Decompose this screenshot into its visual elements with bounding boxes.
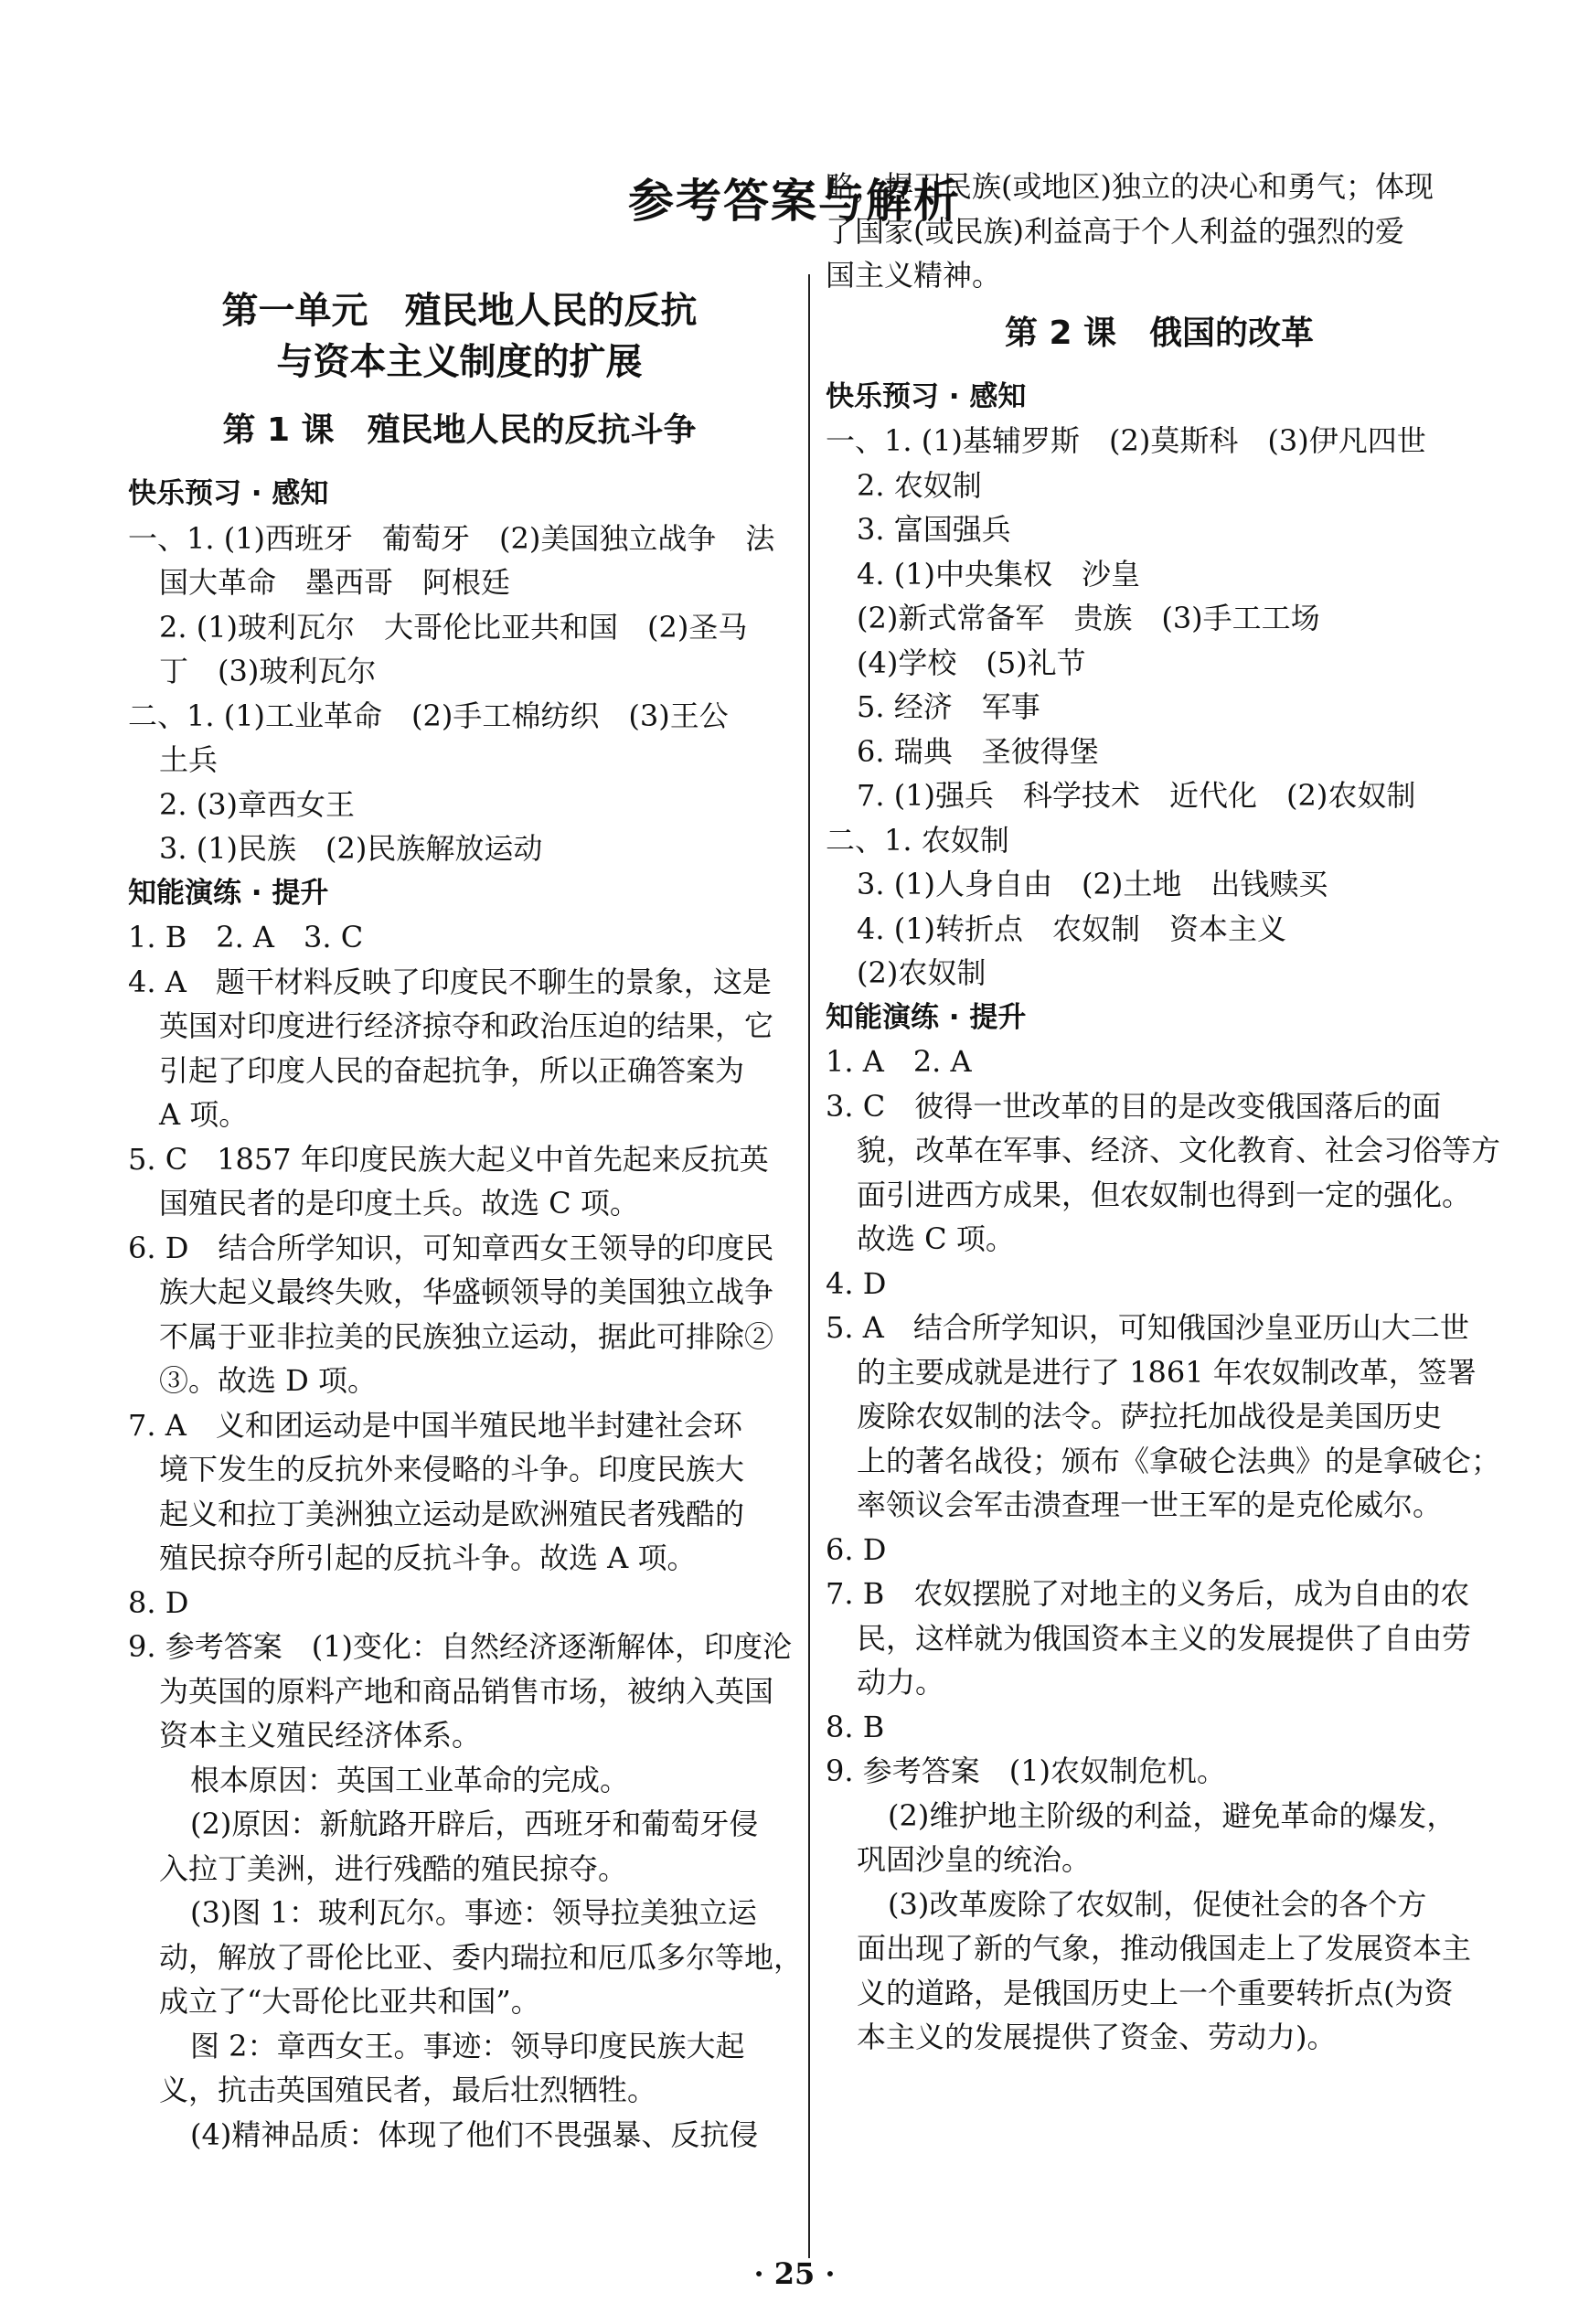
answer-line: (4)学校 (5)礼节 bbox=[857, 645, 1086, 680]
answer-line: 的主要成就是进行了 1861 年农奴制改革，签署 bbox=[857, 1354, 1477, 1390]
answer-line: 二、1. 农奴制 bbox=[826, 822, 1009, 858]
answer-line: 3. C 彼得一世改革的目的是改变俄国落后的面 bbox=[826, 1088, 1442, 1124]
answer-line: 根本原因：英国工业革命的完成。 bbox=[190, 1762, 630, 1797]
answer-line: 4. (1)中央集权 沙皇 bbox=[857, 556, 1141, 592]
answer-line: 入拉丁美洲，进行残酷的殖民掠夺。 bbox=[159, 1850, 628, 1886]
answer-line: 为英国的原料产地和商品销售市场，被纳入英国 bbox=[159, 1673, 774, 1709]
answer-line: 不属于亚非拉美的民族独立运动，据此可排除② bbox=[159, 1318, 774, 1354]
left-column bbox=[128, 285, 804, 2157]
answer-line: 2. 农奴制 bbox=[857, 467, 982, 503]
answer-line: 巩固沙皇的统治。 bbox=[857, 1842, 1092, 1877]
answer-line: 2. (3)章西女王 bbox=[159, 786, 356, 822]
answer-line: 动力。 bbox=[857, 1665, 945, 1700]
answer-line: 国主义精神。 bbox=[826, 258, 1002, 293]
answer-line: 略，捍卫民族(或地区)独立的决心和勇气；体现 bbox=[826, 169, 1434, 204]
answer-line: (2)农奴制 bbox=[857, 955, 986, 990]
answer-line: 图 2：章西女王。事迹：领导印度民族大起 bbox=[190, 2028, 745, 2063]
unit-title-line: 第一单元 殖民地人民的反抗 bbox=[221, 290, 698, 332]
answer-line: 土兵 bbox=[159, 742, 219, 777]
answer-line: (2)维护地主阶级的利益，避免革命的爆发， bbox=[888, 1797, 1456, 1833]
answer-line: 民，这样就为俄国资本主义的发展提供了自由劳 bbox=[857, 1620, 1472, 1656]
answer-line: (2)原因：新航路开辟后，西班牙和葡萄牙侵 bbox=[190, 1807, 759, 1841]
answer-line: 9. 参考答案 (1)变化：自然经济逐渐解体，印度沦 bbox=[128, 1629, 793, 1664]
answer-line: 5. A 结合所学知识，可知俄国沙皇亚历山大二世 bbox=[826, 1310, 1469, 1345]
answer-line: 7. A 义和团运动是中国半殖民地半封建社会环 bbox=[128, 1407, 742, 1443]
answer-line: 6. 瑞典 圣彼得堡 bbox=[857, 733, 1099, 769]
answer-line: ③。故选 D 项。 bbox=[159, 1363, 378, 1398]
unit-title bbox=[128, 285, 791, 388]
right-column bbox=[826, 165, 1501, 2060]
answer-line: 8. B bbox=[826, 1709, 885, 1744]
answer-line: 4. D bbox=[826, 1265, 887, 1301]
answer-line: 国大革命 墨西哥 阿根廷 bbox=[159, 565, 511, 600]
answer-line: 3. (1)人身自由 (2)土地 出钱赎买 bbox=[857, 867, 1328, 901]
answer-line: (4)精神品质：体现了他们不畏强暴、反抗侵 bbox=[190, 2116, 759, 2152]
answer-line: 成立了“大哥伦比亚共和国”。 bbox=[159, 1984, 540, 2019]
answer-line: 了国家(或民族)利益高于个人利益的强烈的爱 bbox=[826, 213, 1404, 249]
practice-heading: 知能演练 · 提升 bbox=[826, 1000, 1027, 1034]
column-divider bbox=[808, 274, 810, 2258]
answer-line: 动，解放了哥伦比亚、委内瑞拉和厄瓜多尔等地， bbox=[159, 1939, 804, 1975]
answer-line: 国殖民者的是印度土兵。故选 C 项。 bbox=[159, 1186, 639, 1221]
answer-line: 一、1. (1)基辅罗斯 (2)莫斯科 (3)伊凡四世 bbox=[826, 423, 1426, 458]
answer-line: 率领议会军击溃查理一世王军的是克伦威尔。 bbox=[857, 1487, 1443, 1522]
answer-line: 3. 富国强兵 bbox=[857, 512, 1011, 547]
answer-line: 资本主义殖民经济体系。 bbox=[159, 1718, 482, 1753]
answer-line: (3)改革废除了农奴制，促使社会的各个方 bbox=[888, 1886, 1427, 1922]
answer-line: (2)新式常备军 贵族 (3)手工工场 bbox=[857, 601, 1320, 635]
answer-line: 面引进西方成果，但农奴制也得到一定的强化。 bbox=[857, 1177, 1472, 1212]
answer-line: 上的著名战役；颁布《拿破仑法典》的是拿破仑； bbox=[857, 1443, 1501, 1478]
answer-line: 7. (1)强兵 科学技术 近代化 (2)农奴制 bbox=[857, 778, 1416, 813]
preview-heading: 快乐预习 · 感知 bbox=[826, 379, 1027, 413]
lesson-1-title: 第 1 课 殖民地人民的反抗斗争 bbox=[222, 411, 697, 449]
answer-line: 5. C 1857 年印度民族大起义中首先起来反抗英 bbox=[128, 1141, 769, 1177]
answer-line: 英国对印度进行经济掠夺和政治压迫的结果，它 bbox=[159, 1008, 774, 1043]
unit-title-line: 与资本主义制度的扩展 bbox=[276, 341, 643, 383]
answer-line: 境下发生的反抗外来侵略的斗争。印度民族大 bbox=[159, 1452, 745, 1487]
answer-line: 4. A 题干材料反映了印度民不聊生的景象，这是 bbox=[128, 964, 772, 999]
answer-line: 引起了印度人民的奋起抗争，所以正确答案为 bbox=[159, 1052, 745, 1088]
answer-line: 殖民掠夺所引起的反抗斗争。故选 A 项。 bbox=[159, 1540, 697, 1575]
answer-line: 二、1. (1)工业革命 (2)手工棉纺织 (3)王公 bbox=[128, 698, 729, 733]
lesson-2-title: 第 2 课 俄国的改革 bbox=[1004, 314, 1315, 352]
answer-line: 2. (1)玻利瓦尔 大哥伦比亚共和国 (2)圣马 bbox=[159, 609, 748, 645]
preview-heading: 快乐预习 · 感知 bbox=[128, 477, 329, 510]
answer-line: 4. (1)转折点 农奴制 资本主义 bbox=[857, 911, 1287, 946]
answer-line: 义，抗击英国殖民者，最后壮烈牺牲。 bbox=[159, 2073, 657, 2107]
answer-line: 本主义的发展提供了资金、劳动力)。 bbox=[857, 2020, 1337, 2054]
answer-line: 一、1. (1)西班牙 葡萄牙 (2)美国独立战争 法 bbox=[128, 520, 775, 556]
answer-line: 1. A 2. A bbox=[826, 1044, 972, 1079]
answer-line: 废除农奴制的法令。萨拉托加战役是美国历史 bbox=[857, 1399, 1443, 1434]
answer-line: 6. D bbox=[826, 1531, 887, 1567]
answer-line: 6. D 结合所学知识，可知章西女王领导的印度民 bbox=[128, 1230, 774, 1265]
answer-line: 丁 (3)玻利瓦尔 bbox=[159, 654, 377, 688]
answer-line: (3)图 1：玻利瓦尔。事迹：领导拉美独立运 bbox=[190, 1895, 757, 1930]
answer-line: 义的道路，是俄国历史上一个重要转折点(为资 bbox=[857, 1975, 1454, 2010]
answer-line: 起义和拉丁美洲独立运动是欧洲殖民者残酷的 bbox=[159, 1496, 745, 1531]
page-title: 参考答案与解析 bbox=[628, 175, 961, 228]
answer-line: 族大起义最终失败，华盛顿领导的美国独立战争 bbox=[159, 1274, 774, 1309]
answer-line: 8. D bbox=[128, 1584, 189, 1620]
answer-line: 5. 经济 军事 bbox=[857, 689, 1040, 724]
practice-heading: 知能演练 · 提升 bbox=[128, 876, 329, 910]
answer-line: 貌，改革在军事、经济、文化教育、社会习俗等方 bbox=[857, 1133, 1501, 1167]
answer-line: A 项。 bbox=[159, 1097, 249, 1132]
page-number: · 25 · bbox=[753, 2256, 836, 2291]
answer-line: 故选 C 项。 bbox=[857, 1221, 1015, 1256]
answer-line: 9. 参考答案 (1)农奴制危机。 bbox=[826, 1754, 1227, 1788]
answer-line: 7. B 农奴摆脱了对地主的义务后，成为自由的农 bbox=[826, 1576, 1470, 1611]
answer-line: 1. B 2. A 3. C bbox=[128, 920, 364, 954]
answer-line: 3. (1)民族 (2)民族解放运动 bbox=[159, 831, 543, 866]
answer-line: 面出现了新的气象，推动俄国走上了发展资本主 bbox=[857, 1931, 1472, 1966]
